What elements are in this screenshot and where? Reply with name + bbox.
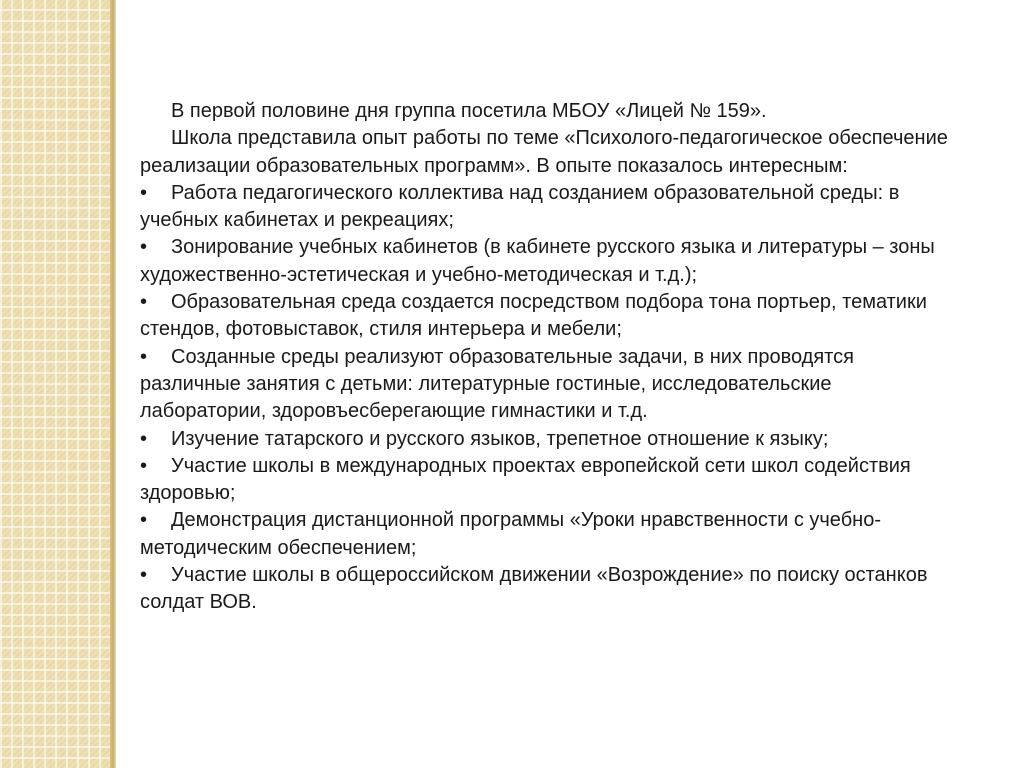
experience-paragraph: Школа представила опыт работы по теме «Психолого-педагогическое обеспечение реализации образовательных программ». В опыте показалось интересным: bbox=[140, 127, 948, 177]
bullet-icon: • bbox=[140, 564, 148, 587]
bullet-text: Участие школы в международных проектах европейской сети школ содействия здоровью; bbox=[140, 454, 911, 505]
bullet-icon: • bbox=[140, 291, 148, 314]
bullet-item bbox=[140, 562, 960, 617]
bullet-icon: • bbox=[140, 345, 148, 368]
slide-body-text bbox=[140, 98, 960, 617]
bullet-text: Образовательная среда создается посредством подбора тона портьер, тематики стендов, фотовыставок, стиля интерьера и мебели; bbox=[140, 291, 927, 341]
bullet-item bbox=[140, 426, 960, 453]
bullet-item bbox=[140, 453, 960, 508]
bullet-text: Демонстрация дистанционной программы «Уроки нравственности с учебно-методическим обеспечением; bbox=[140, 509, 881, 559]
bullet-item bbox=[140, 234, 960, 289]
decorative-side-edge bbox=[110, 0, 116, 768]
bullet-text: Созданные среды реализуют образовательные задачи, в них проводятся различные занятия с детьми: литературные гостиные, исследовательские лаборатории, здоровъесберегающие гимнастики и т.д. bbox=[140, 345, 854, 423]
bullet-icon: • bbox=[140, 509, 148, 532]
bullet-item bbox=[140, 289, 960, 344]
bullet-icon: • bbox=[140, 427, 148, 450]
bullet-item bbox=[140, 344, 960, 426]
decorative-side-pattern bbox=[0, 0, 114, 768]
intro-paragraph: В первой половине дня группа посетила МБОУ «Лицей № 159». bbox=[171, 100, 767, 122]
bullet-icon: • bbox=[140, 181, 148, 204]
bullet-text: Зонирование учебных кабинетов (в кабинете русского языка и литературы – зоны художественно-эстетическая и учебно-методическая и т.д.); bbox=[140, 236, 935, 286]
bullet-item bbox=[140, 507, 960, 562]
bullet-text: Работа педагогического коллектива над созданием образовательной среды: в учебных кабинетах и рекреациях; bbox=[140, 181, 900, 232]
bullet-icon: • bbox=[140, 454, 148, 477]
bullet-text: Участие школы в общероссийском движении «Возрождение» по поиску останков солдат ВОВ. bbox=[140, 564, 928, 614]
bullet-icon: • bbox=[140, 236, 148, 259]
bullet-text: Изучение татарского и русского языков, трепетное отношение к языку; bbox=[171, 427, 829, 450]
bullet-item bbox=[140, 180, 960, 235]
